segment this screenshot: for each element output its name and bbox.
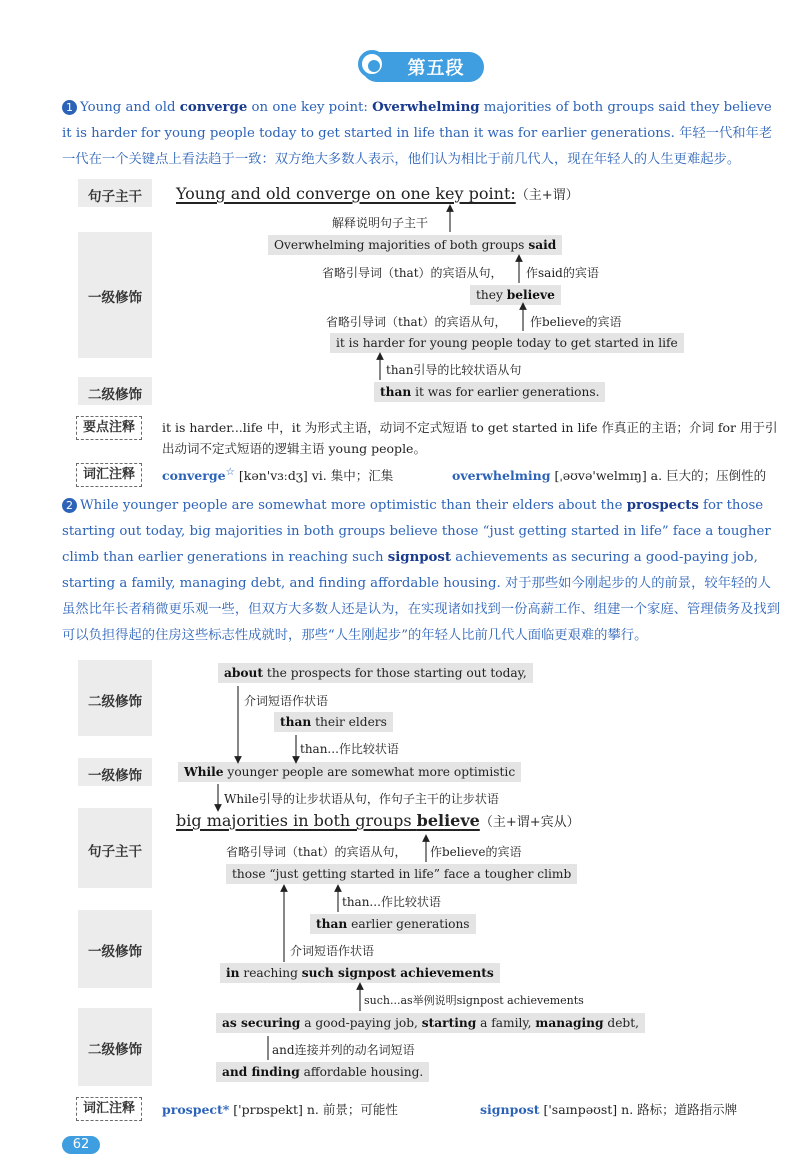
- vocab-signpost: signpost ['saɪnpəʊst] n. 路标；道路指示牌: [480, 1102, 738, 1117]
- main-clause-1: Young and old converge on one key point:（主+谓）: [176, 184, 579, 203]
- vocab-prospect: prospect* ['prɒspekt] n. 前景；可能性: [162, 1102, 398, 1117]
- annotation: 省略引导词（that）的宾语从句，: [322, 266, 503, 280]
- key-note-text: it is harder...life 中，it 为形式主语，动词不定式短语 to get started in life 作真正的主语；介词 for 用于引出动词不定式短语的逻辑主语 young people。: [162, 420, 778, 456]
- paragraph-number-1: 1: [62, 100, 77, 115]
- label-main-2: 句子主干: [88, 844, 142, 860]
- vocab-overwhelming: overwhelming [ˌəʊvə'welmɪŋ] a. 巨大的；压倒性的: [452, 468, 767, 483]
- annotation: and连接并列的动名词短语: [272, 1043, 415, 1057]
- annotation: 省略引导词（that）的宾语从句，: [226, 845, 407, 859]
- annotation: than...作比较状语: [300, 742, 399, 756]
- clause-box: it is harder for young people today to get started in life: [330, 333, 684, 353]
- vocab-note-tag-2: 词汇注释: [76, 1097, 142, 1121]
- annotation: While引导的让步状语从句，作句子主干的让步状语: [224, 792, 499, 806]
- section-title: 第五段: [407, 58, 465, 79]
- vocab-converge: converge☆ [kən'vɜːdʒ] vi. 集中；汇集: [162, 466, 394, 484]
- label-first-1: 一级修饰: [88, 290, 142, 306]
- annotation: 作believe的宾语: [530, 315, 622, 329]
- label-first-2a: 一级修饰: [88, 768, 142, 784]
- clause-box: they believe: [470, 285, 561, 305]
- paragraph-number-2: 2: [62, 498, 77, 513]
- annotation: such...as举例说明signpost achievements: [364, 994, 584, 1007]
- annotation: 解释说明句子主干: [332, 216, 429, 230]
- main-clause-2: big majorities in both groups believe（主+谓+宾从）: [176, 811, 580, 830]
- clause-box: as securing a good-paying job, starting a family, managing debt,: [216, 1013, 645, 1033]
- clause-box: about the prospects for those starting out today,: [218, 663, 533, 683]
- label-second-2b: 二级修饰: [88, 1042, 142, 1058]
- label-second-1: 二级修饰: [88, 387, 142, 403]
- annotation: 作believe的宾语: [430, 845, 522, 859]
- page-number: 62: [62, 1136, 100, 1154]
- label-main-1: 句子主干: [88, 189, 142, 205]
- clause-box: and finding affordable housing.: [216, 1062, 429, 1082]
- annotation: than引导的比较状语从句: [386, 363, 522, 377]
- paragraph-1: Young and old converge on one key point: Overwhelming majorities of both groups said they believe it is harder for young people today to get started in life than it was for earlier generations. 年轻一代和年老一代在一个关键点上看法趋于一致：双方绝大多数人表示，他们认为相比于前几代人，现在年轻人的人生更难起步。: [62, 100, 773, 167]
- clause-box: While younger people are somewhat more optimistic: [178, 762, 521, 782]
- annotation: 省略引导词（that）的宾语从句，: [326, 315, 507, 329]
- annotation: 作said的宾语: [526, 266, 599, 280]
- label-first-2b: 一级修饰: [88, 944, 142, 960]
- clause-box: than their elders: [274, 712, 393, 732]
- annotation: 介词短语作状语: [244, 694, 329, 708]
- key-note-tag: 要点注释: [76, 416, 142, 440]
- label-second-2a: 二级修饰: [88, 694, 142, 710]
- clause-box: than earlier generations: [310, 914, 476, 934]
- clause-box: in reaching such signpost achievements: [220, 963, 500, 983]
- clause-box: than it was for earlier generations.: [374, 382, 605, 402]
- paragraph-2: While younger people are somewhat more optimistic than their elders about the prospects for those starting out today, big majorities in both groups believe those “just getting started in life” face a tougher climb than earlier generations in reaching such signpost achievements as securing a good-paying job, starting a family, managing debt, and finding affordable housing. 对于那些如今刚起步的人的前景，较年轻的人虽然比年长者稍微更乐观一些，但双方大多数人还是认为，在实现诸如找到一份高薪工作、组建一个家庭、管理债务及找到可以负担得起的住房这些标志性成就时，那些“人生刚起步”的年轻人比前几代人面临更艰难的攀行。: [62, 498, 781, 643]
- vocab-note-tag: 词汇注释: [76, 463, 142, 487]
- clause-box: Overwhelming majorities of both groups said: [268, 235, 562, 255]
- annotation: 介词短语作状语: [290, 944, 375, 958]
- annotation: than...作比较状语: [342, 895, 441, 909]
- clause-box: those “just getting started in life” face a tougher climb: [226, 864, 577, 884]
